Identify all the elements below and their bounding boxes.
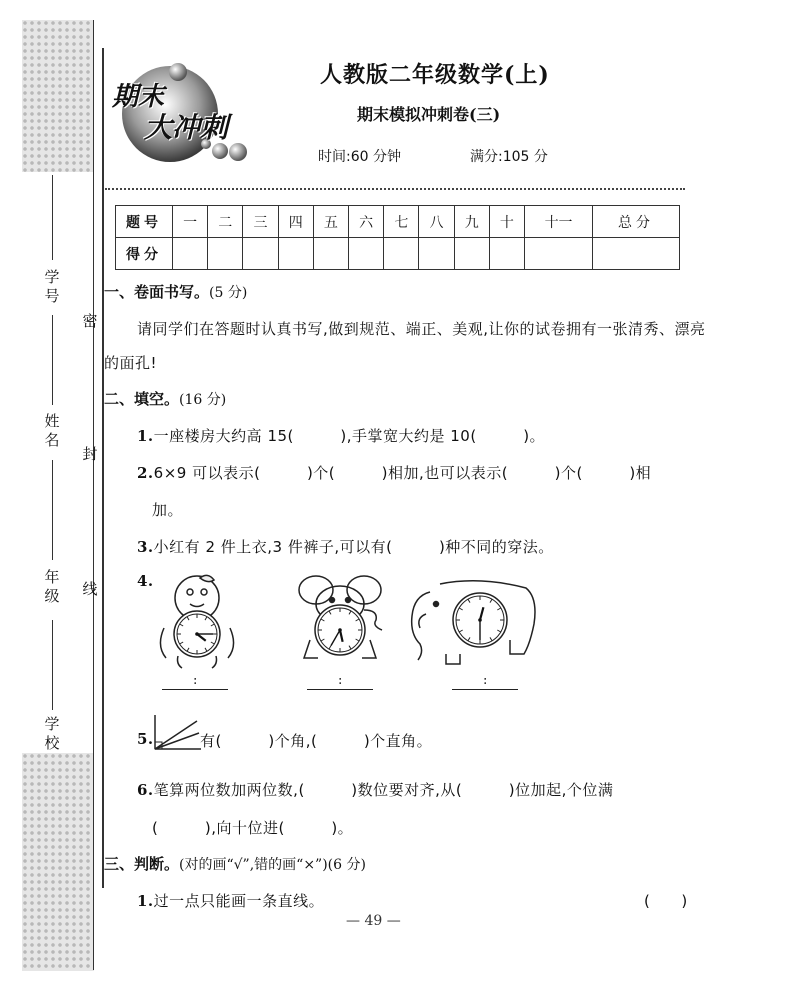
score-table-row2-head: 得分 (116, 238, 173, 270)
section3-title: 三、判断。 (104, 855, 180, 873)
score-cell[interactable] (173, 238, 208, 270)
score-col-10: 十 (489, 206, 524, 238)
section1-heading (104, 281, 247, 302)
student-id-label: 学号 (44, 268, 60, 305)
question-2-2-line1 (137, 462, 651, 483)
question-2-3 (137, 536, 554, 557)
question-number: 5. (137, 730, 154, 748)
seal-xian: 线 (82, 580, 98, 598)
binding-line-outer (93, 20, 94, 970)
angle-diagram (151, 713, 203, 753)
score-cell[interactable] (454, 238, 489, 270)
section2-heading (104, 388, 226, 409)
binding-pattern-bottom (22, 753, 94, 971)
score-col-2: 二 (208, 206, 243, 238)
section3-heading (104, 853, 366, 874)
name-label: 姓名 (44, 412, 60, 449)
name-line[interactable] (52, 315, 53, 405)
student-id-line[interactable] (52, 175, 53, 260)
question-number: 4. (137, 572, 154, 590)
question-text: 过一点只能画一条直线。 (153, 892, 325, 910)
binding-line-inner (102, 48, 104, 888)
school-label: 学校 (44, 715, 60, 752)
score-col-7: 七 (384, 206, 419, 238)
question-2-6-line2: ( ),向十位进( )。 (152, 819, 354, 837)
score-cell[interactable] (593, 238, 680, 270)
clock-answer-colon-1: : (193, 673, 198, 688)
score-table-row1-head: 题号 (116, 206, 173, 238)
question-3-1 (137, 890, 324, 911)
clock-answer-line-3[interactable] (452, 689, 518, 690)
clock-answer-colon-3: : (483, 673, 488, 688)
question-number: 1. (137, 427, 154, 445)
score-col-4: 四 (278, 206, 313, 238)
question-text: 一座楼房大约高 15( ),手掌宽大约是 10( )。 (153, 427, 546, 445)
score-table-score-row (116, 238, 680, 270)
score-cell[interactable] (313, 238, 348, 270)
section1-points: (5 分) (209, 285, 248, 301)
header-divider (105, 188, 685, 190)
grade-label: 年级 (44, 568, 60, 605)
question-number: 1. (137, 892, 154, 910)
section2-points: (16 分) (179, 392, 227, 408)
binding-pattern-top (22, 20, 94, 172)
clock-face-1 (174, 611, 220, 657)
clock-answer-line-2[interactable] (307, 689, 373, 690)
exam-logo (108, 58, 258, 166)
score-cell[interactable] (208, 238, 243, 270)
page-number: — 49 — (346, 913, 401, 929)
school-line[interactable] (52, 620, 53, 710)
section3-points: (对的画“√”,错的画“×”)(6 分) (179, 857, 366, 873)
section2-title: 二、填空。 (104, 390, 180, 408)
question-number: 2. (137, 464, 154, 482)
score-cell[interactable] (384, 238, 419, 270)
logo-text-2: 大冲刺 (144, 111, 229, 144)
section1-text-line1: 请同学们在答题时认真书写,做到规范、端正、美观,让你的试卷拥有一张清秀、漂亮 (137, 320, 706, 338)
clock-answer-line-1[interactable] (162, 689, 228, 690)
answer-bracket[interactable]: ( ) (644, 892, 688, 910)
score-col-11: 十一 (525, 206, 593, 238)
seal-feng: 封 (82, 445, 98, 463)
question-text: 6×9 可以表示( )个( )相加,也可以表示( )个( )相 (153, 464, 652, 482)
score-col-total: 总分 (593, 206, 680, 238)
section1-title: 一、卷面书写。 (104, 283, 210, 301)
score-col-1: 一 (173, 206, 208, 238)
score-table (115, 205, 680, 270)
score-cell[interactable] (243, 238, 278, 270)
score-cell[interactable] (278, 238, 313, 270)
score-col-9: 九 (454, 206, 489, 238)
grade-line[interactable] (52, 460, 53, 560)
question-number: 3. (137, 538, 154, 556)
exam-time: 时间:60 分钟 (318, 149, 401, 165)
question-2-2-line2: 加。 (152, 501, 184, 519)
question-text: 小红有 2 件上衣,3 件裤子,可以有( )种不同的穿法。 (153, 538, 554, 556)
clock-illustrations (150, 570, 540, 670)
score-col-6: 六 (349, 206, 384, 238)
logo-text-1: 期末 (112, 82, 165, 112)
score-cell[interactable] (419, 238, 454, 270)
score-col-3: 三 (243, 206, 278, 238)
question-2-5: 有( )个角,( )个直角。 (200, 732, 433, 750)
section1-text-line2: 的面孔! (104, 354, 158, 372)
score-table-header-row (116, 206, 680, 238)
question-number: 6. (137, 781, 154, 799)
page-subtitle: 期末模拟冲刺卷(三) (357, 105, 501, 124)
score-cell[interactable] (489, 238, 524, 270)
clock-center (478, 618, 482, 622)
clock-center (338, 628, 342, 632)
clock-face-2 (315, 605, 365, 655)
score-cell[interactable] (525, 238, 593, 270)
exam-full-score: 满分:105 分 (470, 149, 548, 165)
score-col-8: 八 (419, 206, 454, 238)
question-text: 笔算两位数加两位数,( )数位要对齐,从( )位加起,个位满 (153, 781, 614, 799)
question-2-6-line1 (137, 779, 613, 800)
clock-face-3 (453, 593, 507, 647)
score-col-5: 五 (313, 206, 348, 238)
score-cell[interactable] (349, 238, 384, 270)
clock-answer-colon-2: : (338, 673, 343, 688)
clock-center (195, 632, 199, 636)
page-title: 人教版二年级数学(上) (320, 62, 550, 88)
seal-mi: 密 (82, 312, 98, 330)
question-2-1 (137, 425, 545, 446)
